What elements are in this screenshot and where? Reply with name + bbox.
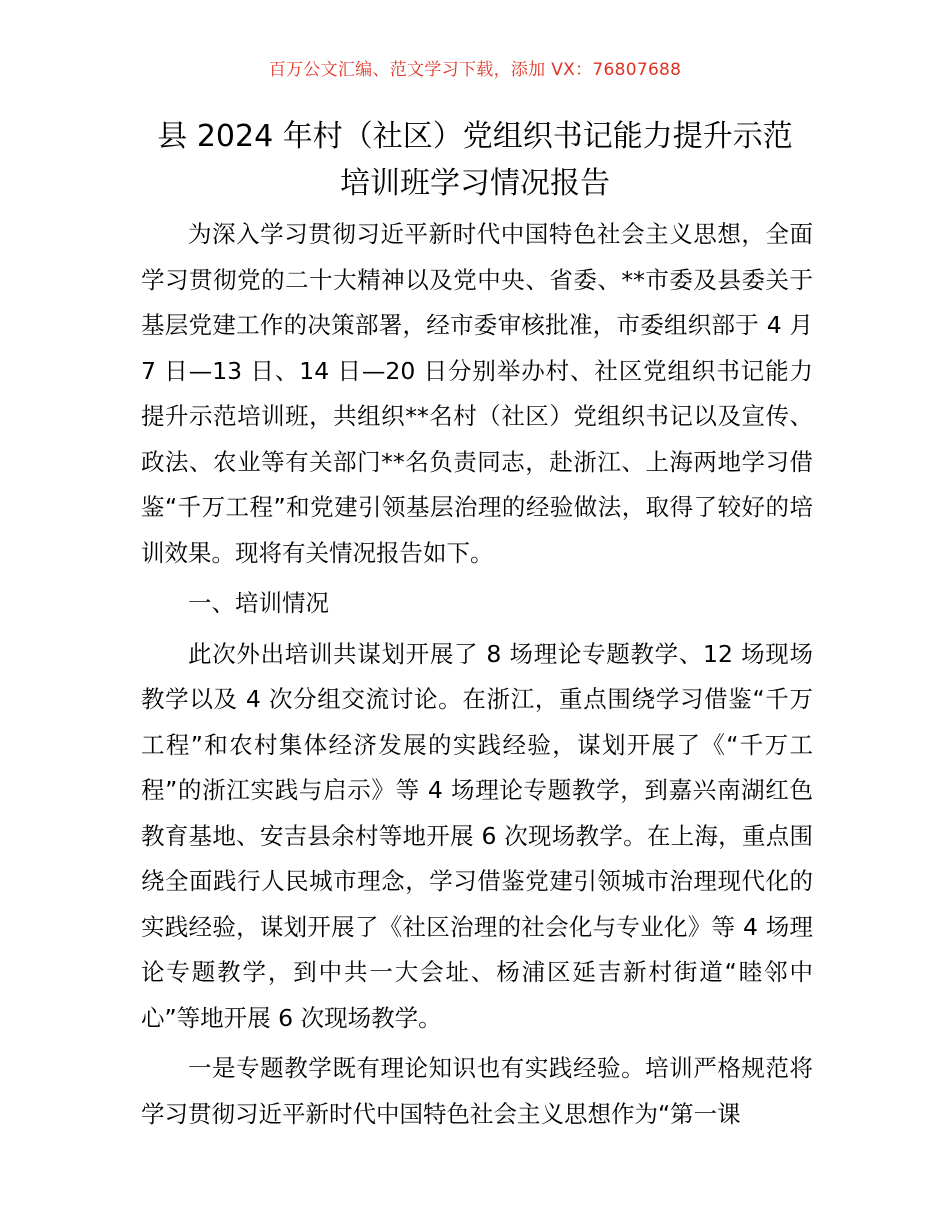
title-line-1: 县 2024 年村（社区）党组织书记能力提升示范	[157, 119, 793, 154]
title-line-2: 培训班学习情况报告	[340, 166, 610, 201]
training-paragraph: 此次外出培训共谋划开展了 8 场理论专题教学、12 场现场教学以及 4 次分组交流讨论。在浙江，重点围绕学习借鉴“千万工程”和农村集体经济发展的实践经验，谋划开展了《“千万工程”的浙江实践与启示》等 4 场理论专题教学，到嘉兴南湖红色教育基地、安吉县余村等地开展 6 次现场教学。在上海，重点围绕全面践行人民城市理念，学习借鉴党建引领城市治理现代化的实践经验，谋划开展了《社区治理的社会化与专业化》等 4 场理论专题教学，到中共一大会址、杨浦区延吉新村街道“睦邻中心”等地开展 6 次现场教学。	[141, 639, 813, 1032]
point-one-paragraph: 一是专题教学既有理论知识也有实践经验。培训严格规范将学习贯彻习近平新时代中国特色社会主义思想作为“第一课	[141, 1054, 813, 1128]
intro-paragraph: 为深入学习贯彻习近平新时代中国特色社会主义思想，全面学习贯彻党的二十大精神以及党中央、省委、**市委及县委关于基层党建工作的决策部署，经市委审核批准，市委组织部于 4 月 7 日—13 日、14 日—20 日分别举办村、社区党组织书记能力提升示范培训班，共组织**名村（社区）党组织书记以及宣传、政法、农业等有关部门**名负责同志，赴浙江、上海两地学习借鉴“千万工程”和党建引领基层治理的经验做法，取得了较好的培训效果。现将有关情况报告如下。	[141, 220, 813, 567]
watermark-header-note: 百万公文汇编、范文学习下载，添加 VX：76807688	[268, 60, 682, 80]
document-body	[141, 212, 813, 1137]
document-title	[0, 113, 950, 207]
section-heading-training: 一、培训情况	[188, 589, 329, 617]
